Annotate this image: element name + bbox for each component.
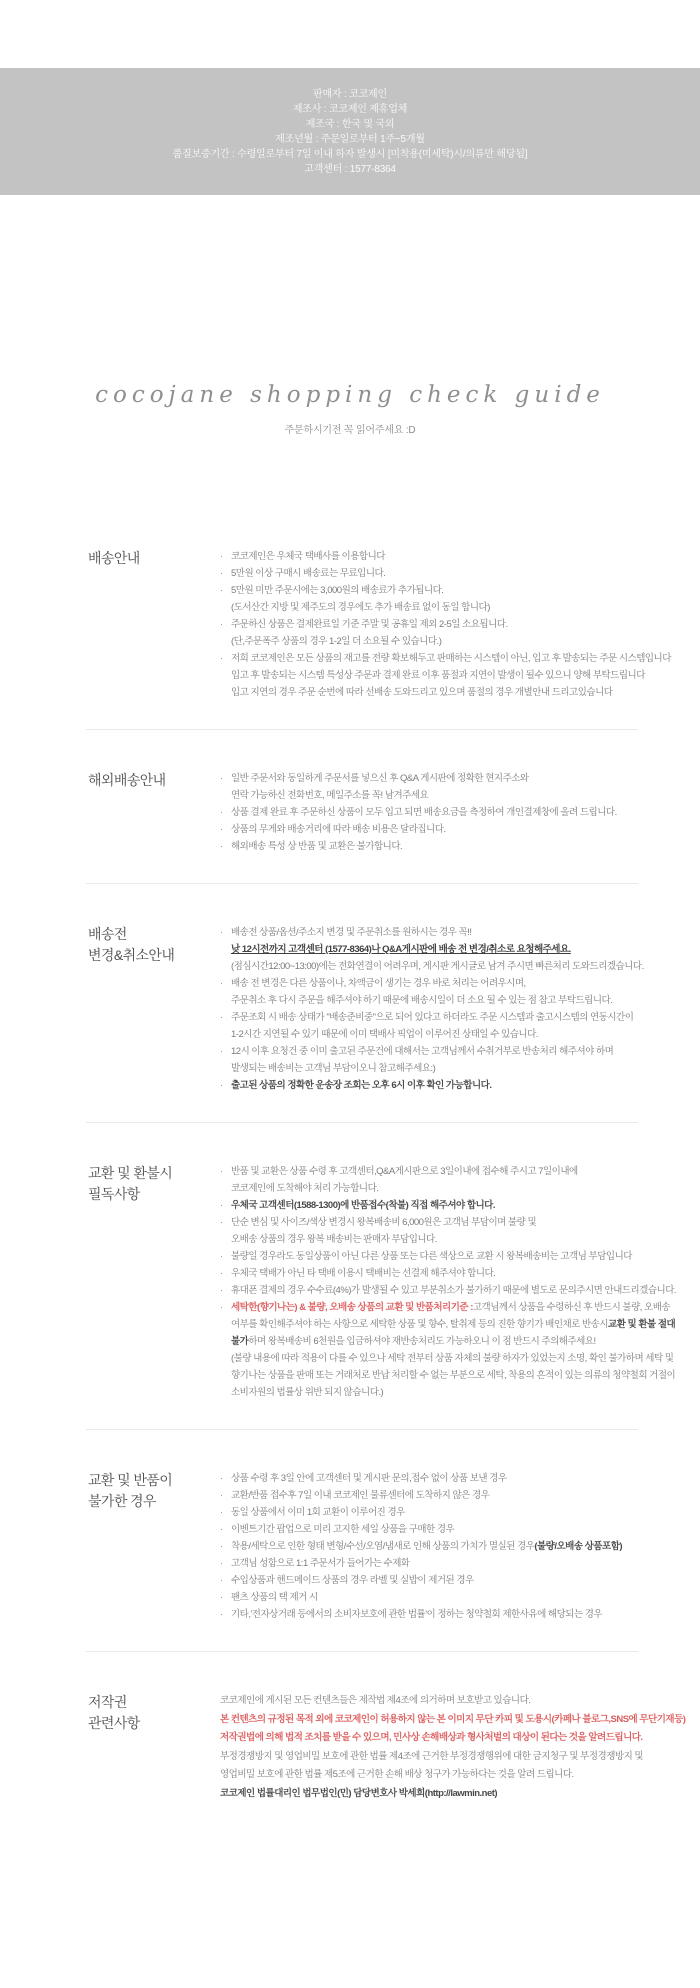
text-run: 12시 이후 요청건 중 이미 출고된 주문건에 대해서는 고객님께서 수취거부로 반송처리 해주셔야 하며 xyxy=(231,1046,614,1057)
notice-line xyxy=(220,1163,700,1180)
text-run: 저희 코코제인은 모든 상품의 재고를 전량 확보해두고 판매하는 시스템이 아닌, 입고 후 발송되는 주문 시스템입니다 xyxy=(231,653,671,664)
section-title-line: 관련사항 xyxy=(88,1715,140,1731)
banner-line-1: 제조사 : 코코제인 제휴업체 xyxy=(292,104,408,115)
bullet-dot: · xyxy=(220,1251,223,1262)
bullet-dot: · xyxy=(220,1592,223,1603)
section-divider xyxy=(86,729,638,730)
notice-line xyxy=(220,821,700,838)
bullet-spacer xyxy=(220,1060,231,1077)
notice-line xyxy=(220,1555,700,1572)
notice-line xyxy=(220,1026,700,1043)
notice-line xyxy=(220,1265,700,1282)
bullet-spacer xyxy=(220,633,231,650)
bullet-dot: · xyxy=(220,1217,223,1228)
bullet-spacer xyxy=(220,958,231,975)
notice-line xyxy=(220,1248,700,1265)
notice-line xyxy=(220,599,700,616)
bullet-dot: · xyxy=(220,551,223,562)
bullet-dot: · xyxy=(220,619,223,630)
section-exchange-return-not-allowed xyxy=(0,1470,700,1623)
notice-line xyxy=(220,1470,700,1487)
notice-line xyxy=(220,1711,700,1730)
section-title-line: 배송전 xyxy=(88,926,127,942)
text-run: 교환 및 환불 절대 xyxy=(608,1319,676,1330)
text-run: 1-2시간 지연될 수 있기 때문에 이미 택배사 픽업이 이루어진 상태일 수 있습니다. xyxy=(231,1029,538,1040)
section-body-exchange-return-not-allowed xyxy=(220,1470,700,1623)
bullet-dot: · xyxy=(220,1200,223,1211)
bullet-spacer xyxy=(220,1316,231,1333)
text-run: 일반 주문서와 동일하게 주문서를 넣으신 후 Q&A 게시판에 정확한 현지주소와 xyxy=(231,773,529,784)
section-body-exchange-refund-notes xyxy=(220,1163,700,1401)
notice-line xyxy=(220,992,700,1009)
section-copyright xyxy=(0,1692,700,1803)
text-run: 여부를 확인해주셔야 하는 사항으로 세탁한 상품 및 향수, 탈취제 등의 진한 향기가 배인채로 반송시 xyxy=(231,1319,609,1330)
notice-line xyxy=(220,1384,700,1401)
bullet-spacer xyxy=(220,1384,231,1401)
notice-line xyxy=(220,1589,700,1606)
notice-line xyxy=(220,1729,700,1748)
banner-line-4: 품질보증기간 : 수령일로부터 7일 이내 하자 발생시 [미착용(미세탁)시/의류만 해당됨] xyxy=(172,149,528,160)
section-title-exchange-return-not-allowed xyxy=(88,1470,220,1512)
text-run: (불량 내용에 따라 적용이 다를 수 있으나 세탁 전부터 상품 자체의 불량 하자가 있었는지 소명, 확인 불가하며 세탁 및 xyxy=(231,1353,674,1364)
bullet-spacer xyxy=(220,992,231,1009)
notice-line xyxy=(220,1504,700,1521)
bullet-dot: · xyxy=(220,773,223,784)
text-run: 낮 12시전까지 고객센터 (1577-8364)나 Q&A게시판에 배송 전 변경/취소로 요청해주세요. xyxy=(231,944,571,955)
text-run: 동일 상품에서 이미 1회 교환이 이루어진 경우 xyxy=(231,1507,405,1518)
shopping-guide-intro xyxy=(0,380,700,438)
text-run: 배송전 상품/옵션/주소지 변경 및 주문취소를 원하시는 경우 꼭!! xyxy=(231,927,472,938)
notice-line xyxy=(220,1282,700,1299)
notice-line xyxy=(220,770,700,787)
bullet-spacer xyxy=(220,1231,231,1248)
text-run: 소비자원의 법률상 위반 되지 않습니다.) xyxy=(231,1387,384,1398)
text-run: 코코제인 법률대리인 법무법인(민) 담당변호사 박세희(http://lawmin.net) xyxy=(220,1787,498,1799)
text-run: 연락 가능하신 전화번호, 메일주소를 꼭! 남겨주세요 xyxy=(231,790,429,801)
text-run: 우체국 고객센터(1588-1300)에 반품접수(착불) 직접 해주셔야 합니다. xyxy=(231,1200,495,1211)
notice-line xyxy=(220,650,700,667)
notice-line xyxy=(220,1333,700,1350)
bullet-spacer xyxy=(220,1367,231,1384)
notice-line xyxy=(220,804,700,821)
bullet-dot: · xyxy=(220,1507,223,1518)
notice-line xyxy=(220,548,700,565)
bullet-spacer xyxy=(220,599,231,616)
notice-line xyxy=(220,633,700,650)
section-title-line: 변경&취소안내 xyxy=(88,947,175,963)
notice-line xyxy=(220,1009,700,1026)
notice-line xyxy=(220,838,700,855)
bullet-dot: · xyxy=(220,1268,223,1279)
bullet-dot: · xyxy=(220,1080,223,1091)
notice-line xyxy=(220,1299,700,1316)
section-title-line: 교환 및 반품이 xyxy=(88,1472,173,1488)
text-run: 코코제인에 게시된 모든 컨텐츠들은 제작법 제4조에 의거하며 보호받고 있습니다. xyxy=(220,1695,531,1706)
section-body-copyright xyxy=(220,1692,700,1803)
text-run: 발생되는 배송비는 고객님 부담이오니 참고해주세요:) xyxy=(231,1063,436,1074)
section-title-line: 교환 및 환불시 xyxy=(88,1165,173,1181)
notice-line xyxy=(220,1521,700,1538)
notice-line xyxy=(220,684,700,701)
seller-info-lines xyxy=(0,87,700,177)
section-title-line: 해외배송안내 xyxy=(88,772,166,788)
notice-line xyxy=(220,1077,700,1094)
section-divider xyxy=(86,883,638,884)
text-run: 우체국 택배가 아닌 타 택배 이용시 택배비는 선결제 해주셔야 합니다. xyxy=(231,1268,496,1279)
section-title-line: 저작권 xyxy=(88,1694,127,1710)
notice-line xyxy=(220,1350,700,1367)
bullet-spacer xyxy=(220,1333,231,1350)
notice-line xyxy=(220,787,700,804)
bullet-dot: · xyxy=(220,1575,223,1586)
section-divider xyxy=(86,1122,638,1123)
bullet-spacer xyxy=(220,1026,231,1043)
text-run: 불량일 경우라도 동일상품이 아닌 다른 상품 또는 다른 색상으로 교환 시 왕복배송비는 고객님 부담입니다 xyxy=(231,1251,632,1262)
banner-line-5: 고객센터 : 1577-8364 xyxy=(304,164,396,175)
bullet-dot: · xyxy=(220,1166,223,1177)
notice-line xyxy=(220,1316,700,1333)
text-run: 상품 결제 완료 후 주문하신 상품이 모두 입고 되면 배송요금을 측정하여 개인결제창에 올려 드립니다. xyxy=(231,807,617,818)
notice-line xyxy=(220,1487,700,1504)
notice-line xyxy=(220,1367,700,1384)
bullet-spacer xyxy=(220,684,231,701)
text-run: 이벤트기간 팝업으로 미리 고지한 세일 상품을 구매한 경우 xyxy=(231,1524,455,1535)
text-run: 상품의 무게와 배송거리에 따라 배송 비용은 달라집니다. xyxy=(231,824,446,835)
bullet-spacer xyxy=(220,787,231,804)
notice-line xyxy=(220,924,700,941)
text-run: 배송 전 변경은 다른 상품이나, 차액금이 생기는 경우 바로 처리는 어려우시며, xyxy=(231,978,526,989)
notice-line xyxy=(220,1214,700,1231)
bullet-dot: · xyxy=(220,568,223,579)
text-run: 주문조회 시 배송 상태가 "배송준비중"으로 되어 있다고 하더라도 주문 시스템과 출고시스템의 연동시간이 xyxy=(231,1012,634,1023)
text-run: 부정경쟁방지 및 영업비밀 보호에 관한 법률 제4조에 근거한 부정경쟁행위에 대한 금지청구 및 부정경쟁방지 및 xyxy=(220,1750,644,1762)
text-run: 고객님께서 상품을 수령하신 후 반드시 불량, 오배송 xyxy=(472,1302,671,1313)
text-run: 향기나는 상품을 판매 또는 거래처로 반납 처리할 수 없는 부분으로 세탁, 착용의 흔적이 있는 의류의 청약철회 거절이 xyxy=(231,1370,676,1381)
bullet-spacer xyxy=(220,667,231,684)
banner-line-2: 제조국 : 한국 및 국외 xyxy=(305,119,395,130)
text-run: 해외배송 특성 상 반품 및 교환은 불가합니다. xyxy=(231,841,403,852)
text-run: (도서산간 지방 및 제주도의 경우에도 추가 배송료 없이 동일 합니다) xyxy=(231,602,490,613)
banner-line-0: 판매자 : 코코제인 xyxy=(313,89,387,100)
text-run: 입고 지연의 경우 주문 순번에 따라 선배송 도와드리고 있으며 품절의 경우 개별안내 드리고있습니다 xyxy=(231,687,613,698)
section-pre-shipping-change-cancel xyxy=(0,924,700,1094)
text-run: 고객님 성함으로 1:1 주문서가 들어가는 수제화 xyxy=(231,1558,410,1569)
section-divider xyxy=(86,1651,638,1652)
section-shipping-info xyxy=(0,548,700,701)
text-run: 코코제인에 도착해야 처리 가능합니다. xyxy=(231,1183,379,1194)
section-title-line: 불가한 경우 xyxy=(88,1493,156,1509)
bullet-spacer xyxy=(220,1180,231,1197)
section-title-shipping-info xyxy=(88,548,220,569)
banner-line-3: 제조년월 : 주문일로부터 1주~5개월 xyxy=(275,134,425,145)
text-run: 5만원 미만 주문시에는 3,000원의 배송료가 추가됩니다. xyxy=(231,585,444,596)
bullet-dot: · xyxy=(220,1012,223,1023)
notice-line xyxy=(220,667,700,684)
section-title-overseas-shipping xyxy=(88,770,220,791)
notice-line xyxy=(220,941,700,958)
text-run: (점심시간12:00~13:00)에는 전화연결이 어려우며, 게시판 게시글로 남겨 주시면 빠른처리 도와드리겠습니다. xyxy=(231,961,644,972)
bullet-dot: · xyxy=(220,653,223,664)
intro-subtitle: 주문하시기전 꼭 읽어주세요 :D xyxy=(284,425,416,436)
bullet-dot: · xyxy=(220,978,223,989)
notice-line xyxy=(220,1748,700,1767)
text-run: 불가 xyxy=(231,1336,249,1347)
text-run: (단,주문폭주 상품의 경우 1-2일 더 소요될 수 있습니다.) xyxy=(231,636,442,647)
section-title-copyright xyxy=(88,1692,220,1734)
bullet-dot: · xyxy=(220,927,223,938)
text-run: 영업비밀 보호에 관한 법률 제5조에 근거한 손해 배상 청구가 가능하다는 것을 알려 드립니다. xyxy=(220,1769,574,1780)
notice-line xyxy=(220,1766,700,1785)
notice-line xyxy=(220,1060,700,1077)
notice-line xyxy=(220,582,700,599)
notice-line xyxy=(220,1538,700,1555)
section-body-overseas-shipping xyxy=(220,770,700,855)
text-run: 주문하신 상품은 결제완료일 기준 주말 및 공휴일 제외 2-5일 소요됩니다. xyxy=(231,619,508,630)
text-run: 5만원 이상 구매시 배송료는 무료입니다. xyxy=(231,568,386,579)
seller-info-banner xyxy=(0,68,700,195)
bullet-dot: · xyxy=(220,1558,223,1569)
section-title-pre-shipping-change-cancel xyxy=(88,924,220,966)
section-exchange-refund-notes xyxy=(0,1163,700,1401)
bullet-spacer xyxy=(220,1350,231,1367)
text-run: 코코제인은 우체국 택배사를 이용합니다 xyxy=(231,551,385,562)
text-run: 세탁한(향기나는) & 불량, 오배송 상품의 교환 및 반품처리기준 : xyxy=(231,1302,473,1313)
notice-line xyxy=(220,1180,700,1197)
section-body-pre-shipping-change-cancel xyxy=(220,924,700,1094)
bullet-dot: · xyxy=(220,1490,223,1501)
bullet-dot: · xyxy=(220,1524,223,1535)
section-body-shipping-info xyxy=(220,548,700,701)
text-run: 기타,'전자상거래 등에서의 소비자보호에 관한 법률'이 정하는 청약철회 제한사유에 해당되는 경우 xyxy=(231,1609,603,1620)
bullet-dot: · xyxy=(220,585,223,596)
text-run: 하며 왕복배송비 6천원을 입금하셔야 재반송처리도 가능하오니 이 점 반드시 주의해주세요! xyxy=(248,1336,596,1347)
text-run: (불량/오배송 상품포함) xyxy=(534,1541,623,1552)
text-run: 본 컨텐츠의 규정된 목적 외에 코코제인이 허용하지 않는 본 이미지 무단 카피 및 도용시(카페나 블로그,SNS에 무단기재등) xyxy=(220,1713,686,1725)
notice-line xyxy=(220,1692,700,1711)
text-run: 주문취소 후 다시 주문을 해주셔야 하기 때문에 배송시일이 더 소요 될 수 있는 점 참고 부탁드립니다. xyxy=(231,995,613,1006)
bullet-dot: · xyxy=(220,1046,223,1057)
text-run: 단순 변심 및 사이즈/색상 변경시 왕복배송비 6,000원은 고객님 부담이며 불량 및 xyxy=(231,1217,537,1228)
notice-line xyxy=(220,1197,700,1214)
text-run: 반품 및 교환은 상품 수령 후 고객센터,Q&A게시판으로 3일이내에 접수해 주시고 7일이내에 xyxy=(231,1166,578,1177)
text-run: 입고 후 발송되는 시스템 특성상 주문과 결제 완료 이후 품절과 지연이 발생이 될수 있으니 양해 부탁드립니다 xyxy=(231,670,645,681)
sections xyxy=(0,548,700,1803)
text-run: 오배송 상품의 경우 왕복 배송비는 판매자 부담입니다. xyxy=(231,1234,437,1245)
notice-line xyxy=(220,1785,700,1804)
bullet-dot: · xyxy=(220,807,223,818)
text-run: 팬츠 상품의 택 제거 시 xyxy=(231,1592,318,1603)
section-title-exchange-refund-notes xyxy=(88,1163,220,1205)
text-run: 착용/세탁으로 인한 형태 변형/수선/오염/냄새로 인해 상품의 가치가 멸실된 경우 xyxy=(231,1541,535,1552)
section-overseas-shipping xyxy=(0,770,700,855)
notice-line xyxy=(220,1572,700,1589)
text-run: 출고된 상품의 정확한 운송장 조회는 오후 6시 이후 확인 가능합니다. xyxy=(231,1080,492,1091)
bullet-dot: · xyxy=(220,1541,223,1552)
notice-line xyxy=(220,616,700,633)
bullet-dot: · xyxy=(220,824,223,835)
text-run: 휴대폰 결제의 경우 수수료(4%)가 발생될 수 있고 부분취소가 불가하기 때문에 별도로 문의주시면 안내드리겠습니다. xyxy=(231,1285,677,1296)
text-run: 교환/반품 접수후 7일 이내 코코제인 물류센터에 도착하지 않은 경우 xyxy=(231,1490,490,1501)
bullet-spacer xyxy=(220,941,231,958)
section-divider xyxy=(86,1429,638,1430)
bullet-dot: · xyxy=(220,841,223,852)
notice-line xyxy=(220,958,700,975)
section-title-line: 배송안내 xyxy=(88,550,140,566)
notice-line xyxy=(220,1231,700,1248)
bullet-dot: · xyxy=(220,1609,223,1620)
section-title-line: 필독사항 xyxy=(88,1186,140,1202)
text-run: 수입상품과 핸드메이드 상품의 경우 라벨 및 실밥이 제거된 경우 xyxy=(231,1575,474,1586)
text-run: 상품 수령 후 3일 안에 고객센터 및 게시판 문의,접수 없이 상품 보낸 경우 xyxy=(231,1473,507,1484)
notice-line xyxy=(220,975,700,992)
bullet-dot: · xyxy=(220,1285,223,1296)
script-title: cocojane shopping check guide xyxy=(95,382,605,408)
notice-line xyxy=(220,1043,700,1060)
text-run: 저작권법에 의해 법적 조치를 받을 수 있으며, 민사상 손해배상과 형사처벌의 대상이 된다는 것을 알려드립니다. xyxy=(220,1732,643,1743)
bullet-dot: · xyxy=(220,1473,223,1484)
notice-line xyxy=(220,1606,700,1623)
notice-line xyxy=(220,565,700,582)
bullet-dot: · xyxy=(220,1302,223,1313)
